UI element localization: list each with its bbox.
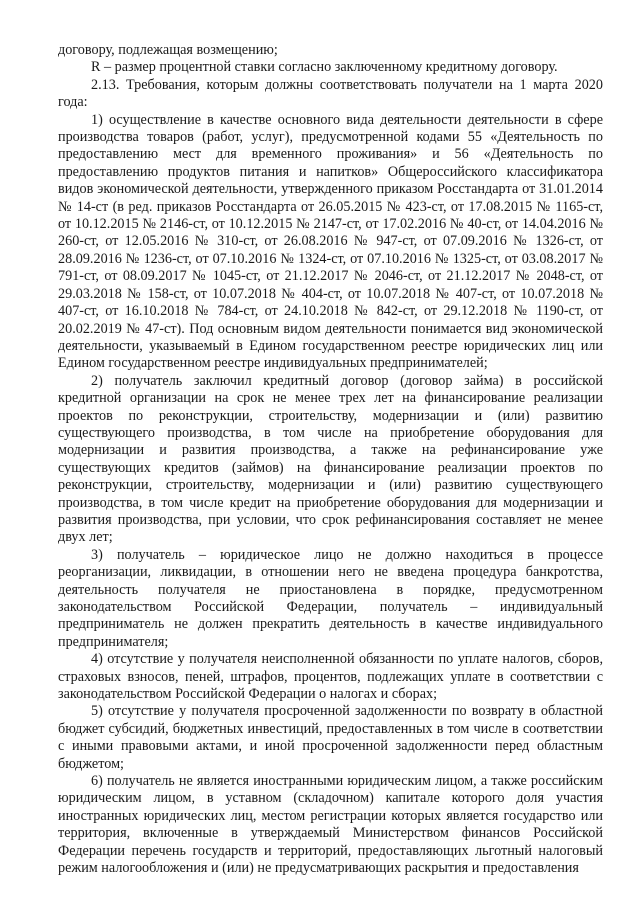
paragraph-requirement-6: 6) получатель не является иностранными юридическим лицом, а также российским юридическим лицом, в уставном (складочном) капитале которого доля участия иностранных юридических лиц, местом регистрации которых является государство или территория, включенные в утверждаемый Министерством финансов Российской Федерации перечень государств и территорий, предоставляющих льготный налоговый режим налогообложения и (или) не предусматривающих раскрытия и предоставления: [58, 773, 603, 877]
paragraph-continuation: договору, подлежащая возмещению;: [58, 42, 278, 58]
paragraph-r-definition: R – размер процентной ставки согласно заключенному кредитному договору.: [91, 59, 558, 76]
paragraph-requirement-1: 1) осуществление в качестве основного вида деятельности деятельности в сфере производства товаров (работ, услуг), предусмотренной кодами 55 «Деятельность по предоставлению мест для временного проживания» и 56 «Деятельность по предоставлению продуктов питания и напитков» Общероссийского классификатора видов экономической деятельности, утвержденного приказом Росстандарта от 31.01.2014 № 14-ст (в ред. приказов Росстандарта от 26.05.2015 № 423-ст, от 17.08.2015 № 1165-ст, от 10.12.2015 № 2146-ст, от 10.12.2015 № 2147-ст, от 17.02.2016 № 40-ст, от 14.04.2016 № 260-ст, от 12.05.2016 № 310-ст, от 26.08.2016 № 947-ст, от 07.09.2016 № 1326-ст, от 28.09.2016 № 1236-ст, от 07.10.2016 № 1324-ст, от 07.10.2016 № 1325-ст, от 03.08.2017 № 791-ст, от 08.09.2017 № 1045-ст, от 21.12.2017 № 2046-ст, от 21.12.2017 № 2048-ст, от 29.03.2018 № 158-ст, от 10.07.2018 № 404-ст, от 10.07.2018 № 407-ст, от 10.07.2018 № 407-ст, от 16.10.2018 № 784-ст, от 24.10.2018 № 842-ст, от 29.12.2018 № 1190-ст, от 20.02.2019 № 47-ст). Под основным видом деятельности понимается вид экономической деятельности, указываемый в Едином государственном реестре юридических лиц или Едином государственном реестре индивидуальных предпринимателей;: [58, 111, 603, 372]
document-page: [58, 42, 603, 878]
paragraph-section-2-13: 2.13. Требования, которым должны соответствовать получатели на 1 марта 2020 года:: [58, 76, 603, 111]
paragraph-requirement-4: 4) отсутствие у получателя неисполненной обязанности по уплате налогов, сборов, страховых взносов, пеней, штрафов, процентов, подлежащих уплате в соответствии с законодательством Российской Федерации о налогах и сборах;: [58, 651, 603, 703]
paragraph-requirement-3: 3) получатель – юридическое лицо не должно находиться в процессе реорганизации, ликвидации, в отношении него не введена процедура банкротства, деятельность получателя не приостановлена в порядке, предусмотренном законодательством Российской Федерации, получатель – индивидуальный предприниматель не должен прекратить деятельность в качестве индивидуального предпринимателя;: [58, 546, 603, 650]
paragraph-requirement-5: 5) отсутствие у получателя просроченной задолженности по возврату в областной бюджет субсидий, бюджетных инвестиций, предоставленных в том числе в соответствии с иными правовыми актами, и иной просроченной задолженности перед областным бюджетом;: [58, 703, 603, 772]
paragraph-requirement-2: 2) получатель заключил кредитный договор (договор займа) в российской кредитной организации на срок не менее трех лет на финансирование реализации проектов по реконструкции, строительству, модернизации и (или) развитию существующего производства, в том числе на приобретение оборудования для модернизации и развития производства, а также на рефинансирование уже существующих кредитов (займов) на финансирование реализации проектов по реконструкции, строительству, модернизации и (или) развитию существующего производства, в том числе кредит на приобретение оборудования для модернизации и развития производства, при условии, что срок рефинансирования составляет не менее двух лет;: [58, 372, 603, 546]
